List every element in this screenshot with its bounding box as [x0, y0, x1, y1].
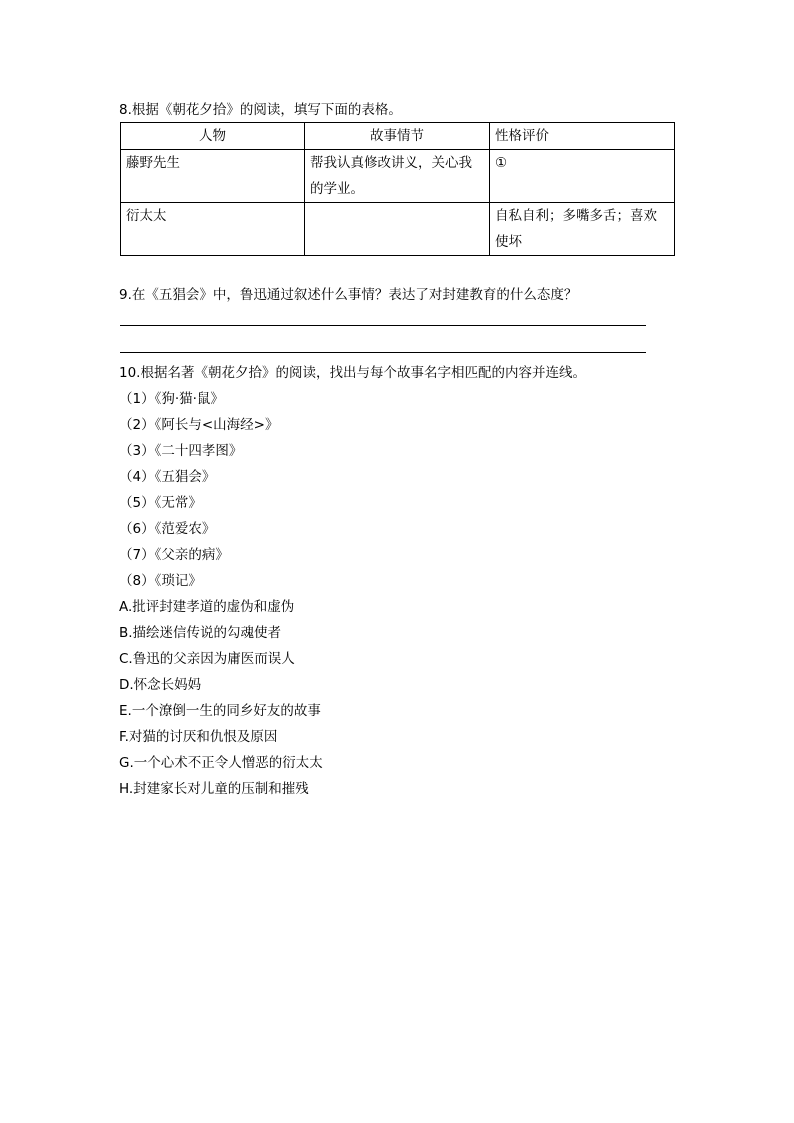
option-item[interactable]: A.批评封建孝道的虚伪和虚伪 — [119, 599, 295, 615]
table-row — [121, 150, 675, 203]
cell-plot: 帮我认真修改讲义，关心我的学业。 — [305, 150, 490, 203]
table-row — [121, 203, 675, 256]
header-plot: 故事情节 — [305, 123, 490, 150]
list-item[interactable]: （4）《五猖会》 — [119, 469, 216, 485]
story-list — [119, 386, 278, 594]
cell-evaluation-blank[interactable]: ① — [490, 150, 675, 203]
header-evaluation: 性格评价 — [490, 123, 675, 150]
list-item[interactable]: （5）《无常》 — [119, 495, 202, 511]
option-item[interactable]: G.一个心术不正令人憎恶的衍太太 — [119, 755, 323, 771]
option-item[interactable]: F.对猫的讨厌和仇恨及原因 — [119, 729, 278, 745]
question-8-title: 8.根据《朝花夕拾》的阅读，填写下面的表格。 — [119, 102, 402, 118]
answer-line[interactable] — [120, 352, 646, 353]
character-evaluation-table — [120, 122, 675, 256]
list-item[interactable]: （3）《二十四孝图》 — [119, 443, 243, 459]
list-item[interactable]: （8）《琐记》 — [119, 573, 202, 589]
list-item[interactable]: （7）《父亲的病》 — [119, 547, 229, 563]
answer-line[interactable] — [120, 325, 646, 326]
cell-person: 衍太太 — [121, 203, 305, 256]
header-person: 人物 — [121, 123, 305, 150]
option-list — [119, 594, 323, 802]
list-item[interactable]: （1）《狗·猫·鼠》 — [119, 391, 224, 407]
question-9-title: 9.在《五猖会》中，鲁迅通过叙述什么事情？表达了对封建教育的什么态度？ — [119, 287, 578, 303]
cell-plot-blank[interactable] — [305, 203, 490, 256]
option-item[interactable]: C.鲁迅的父亲因为庸医而误人 — [119, 651, 295, 667]
table-header-row — [121, 123, 675, 150]
option-item[interactable]: E.一个潦倒一生的同乡好友的故事 — [119, 703, 321, 719]
option-item[interactable]: H.封建家长对儿童的压制和摧残 — [119, 781, 309, 797]
list-item[interactable]: （2）《阿长与<山海经>》 — [119, 417, 279, 433]
option-item[interactable]: D.怀念长妈妈 — [119, 677, 202, 693]
cell-person: 藤野先生 — [121, 150, 305, 203]
list-item[interactable]: （6）《范爱农》 — [119, 521, 216, 537]
option-item[interactable]: B.描绘迷信传说的勾魂使者 — [119, 625, 282, 641]
question-10-title: 10.根据名著《朝花夕拾》的阅读，找出与每个故事名字相匹配的内容并连线。 — [119, 365, 586, 381]
cell-evaluation: 自私自利；多嘴多舌；喜欢使坏 — [490, 203, 675, 256]
